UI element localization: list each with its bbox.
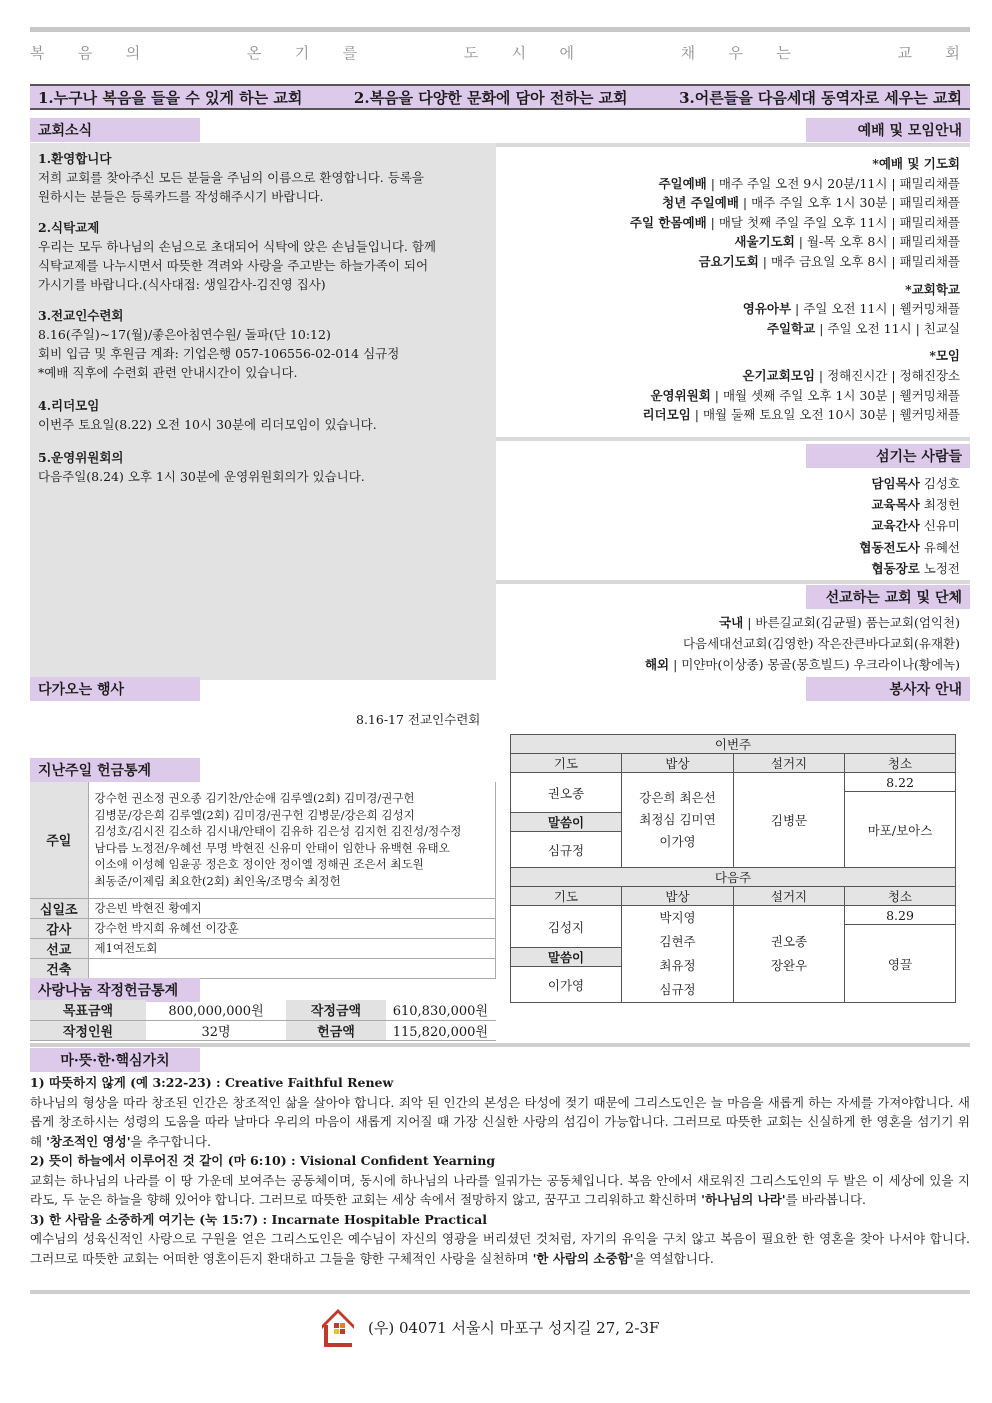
servant-role: 교육목사 xyxy=(871,497,920,513)
worship-item xyxy=(496,174,960,194)
news-panel xyxy=(30,143,496,680)
tw-word-label: 말씀이 xyxy=(511,813,622,832)
worship-group-title: *모임 xyxy=(929,348,960,364)
nw-date: 8.29 xyxy=(845,906,956,925)
offering-line: 이소애 이성혜 임윤공 정은호 정이안 정이엘 정해권 조은서 최도원 xyxy=(94,857,424,872)
worship-detail: | 매주 주일 오후 1시 30분 | 패밀리채플 xyxy=(738,195,960,211)
worship-detail: | 매달 첫째 주일 주일 오후 11시 | 패밀리채플 xyxy=(706,214,960,230)
servant-name: 신유미 xyxy=(919,518,960,534)
offering-names xyxy=(88,898,496,918)
worship-name: 주일 한몸예배 xyxy=(629,214,707,230)
worship-item xyxy=(496,366,960,386)
col-meal: 밥상 xyxy=(622,754,734,773)
offering-line: 김병문/강은희 김루엘(2회) 김미경/권구헌 김병문/강은희 김성지 xyxy=(94,807,415,822)
worship-item xyxy=(496,319,960,339)
tw-dish: 김병문 xyxy=(734,773,845,868)
divider xyxy=(496,143,970,147)
servants-header: 섬기는 사람들 xyxy=(806,444,970,468)
mission-row xyxy=(496,633,960,654)
servant-row xyxy=(496,537,960,558)
servant-name: 최정헌 xyxy=(919,497,960,513)
people-label: 작정인원 xyxy=(30,1020,146,1040)
building-table xyxy=(30,1000,496,1041)
nw-clean: 영끌 xyxy=(845,925,956,1003)
col-clean: 청소 xyxy=(845,754,956,773)
tw-word: 심규정 xyxy=(511,832,622,868)
offering-label: 선교 xyxy=(30,938,88,958)
worship-name: 새울기도회 xyxy=(734,234,795,250)
mission-text: | 미얀마(이상종) 몽골(몽흐빌드) 우크라이나(황에녹) xyxy=(669,657,960,672)
missions-header: 선교하는 교회 및 단체 xyxy=(806,585,970,609)
worship-item xyxy=(496,213,960,233)
offering-label: 주일 xyxy=(30,782,88,898)
event-item: 8.16-17 전교인수련회 xyxy=(356,712,481,727)
worship-item xyxy=(496,193,960,213)
meal-person: 이가영 xyxy=(659,834,696,849)
tw-date: 8.22 xyxy=(845,773,956,792)
servant-row xyxy=(496,558,960,579)
news-line: 8.16(주일)~17(월)/좋은아침연수원/ 돌파(단 10:12) xyxy=(38,327,331,342)
news-item xyxy=(38,218,488,294)
vision-3: 3.어른들을 다음세대 동역자로 세우는 교회 xyxy=(679,88,962,107)
news-header: 교회소식 xyxy=(30,118,200,142)
building-header: 사랑나눔 작정헌금통계 xyxy=(30,978,200,1002)
news-title: 2.식탁교제 xyxy=(38,220,100,235)
value-tail: 를 바라봅니다. xyxy=(785,1192,867,1207)
core-values xyxy=(30,1073,970,1268)
worship-name: 운영위원회 xyxy=(650,387,711,403)
value-body xyxy=(30,1229,970,1268)
motto-char: 온 xyxy=(246,44,262,62)
news-line: 저희 교회를 찾아주신 모든 분들을 주님의 이름으로 환영합니다. 등록을 xyxy=(38,170,424,185)
offering-table xyxy=(30,782,496,979)
worship-detail: | 매월 둘째 토요일 오전 10시 30분 | 웰커밍채플 xyxy=(690,407,960,423)
mission-row xyxy=(496,654,960,675)
col-prayer: 기도 xyxy=(511,887,622,906)
cash-value: 115,820,000원 xyxy=(386,1020,496,1040)
servant-row xyxy=(496,494,960,515)
worship-group-title: *예배 및 기도회 xyxy=(872,156,960,171)
servants-list xyxy=(496,473,970,579)
servant-name: 노정전 xyxy=(919,560,960,576)
dish-person: 장완우 xyxy=(770,958,808,973)
offering-row xyxy=(30,938,496,958)
news-line: 식탁교제를 나누시면서 따뜻한 격려와 사랑을 주고받는 하늘가족이 되어 xyxy=(38,258,429,273)
offering-names xyxy=(88,938,496,958)
news-item xyxy=(38,448,488,486)
value-text: 예수님의 성육신적인 사랑으로 구원을 얻은 그리스도인은 예수님이 자신의 영광을 버리셨던 것처럼, 자기의 유익을 구치 않고 복음이 필요한 한 영혼을 찾아 나서야 합니다. 그러므로 따뜻한 교회는 어떠한 영혼이든지 환대하고 그들을 향한 구체적인 사랑을 실천하며 xyxy=(30,1231,970,1266)
worship-detail: | 매주 금요일 오후 8시 | 패밀리채플 xyxy=(758,253,960,269)
mission-row xyxy=(496,612,960,633)
motto-gap xyxy=(824,42,864,63)
tw-prayer: 권오종 xyxy=(511,773,622,813)
news-line: 다음주일(8.24) 오후 1시 30분에 운영위원회의가 있습니다. xyxy=(38,469,365,484)
servant-role: 교육간사 xyxy=(871,518,920,534)
worship-item xyxy=(496,386,960,406)
missions-list xyxy=(496,612,970,675)
offering-line: 강수헌 박지희 유혜선 이강훈 xyxy=(94,920,239,935)
news-title: 5.운영위원회의 xyxy=(38,450,124,465)
offering-header: 지난주일 헌금통계 xyxy=(30,758,200,782)
offering-names xyxy=(88,782,496,898)
nw-word: 이가영 xyxy=(511,967,622,1003)
mission-text: | 바른길교회(김균필) 품는교회(엄익천) xyxy=(743,615,960,630)
worship-name: 주일예배 xyxy=(658,175,707,191)
value-emphasis: '창조적인 영성' xyxy=(46,1133,131,1149)
meal-person: 김현주 xyxy=(659,934,696,949)
col-meal: 밥상 xyxy=(622,887,734,906)
next-week-label: 다음주 xyxy=(511,868,956,887)
col-prayer: 기도 xyxy=(511,754,622,773)
servant-role: 협동전도사 xyxy=(859,539,920,555)
motto-char: 를 xyxy=(342,44,358,62)
worship-item xyxy=(496,252,960,272)
footer xyxy=(318,1305,659,1349)
news-title: 3.전교인수련회 xyxy=(38,308,124,323)
this-week-label: 이번주 xyxy=(511,735,956,754)
motto-char: 복 xyxy=(30,44,45,62)
offering-row xyxy=(30,898,496,918)
news-line: 이번주 토요일(8.22) 오전 10시 30분에 리더모임이 있습니다. xyxy=(38,417,377,432)
offering-line: 최동준/이제림 최요한(2회) 최인옥/조명숙 최정헌 xyxy=(94,873,341,888)
offering-row xyxy=(30,958,496,978)
value-emphasis: '하나님의 나라' xyxy=(701,1192,786,1207)
events-header: 다가오는 행사 xyxy=(30,677,200,701)
motto-gap xyxy=(390,42,430,63)
col-clean: 청소 xyxy=(845,887,956,906)
cash-label: 헌금액 xyxy=(286,1020,386,1040)
nw-word-label: 말씀이 xyxy=(511,948,622,967)
top-rule xyxy=(30,27,970,32)
motto-char: 시 xyxy=(511,44,527,62)
news-title: 1.환영합니다 xyxy=(38,151,112,166)
worship-name: 리더모임 xyxy=(642,407,691,423)
vision-2: 2.복음을 다양한 문화에 담아 전하는 교회 xyxy=(353,88,628,107)
offering-line: 강수헌 권소정 권오종 김기찬/안순애 김루엘(2회) 김미경/권구헌 xyxy=(94,790,415,805)
mission-label: 해외 xyxy=(644,657,670,672)
divider xyxy=(30,1290,970,1294)
worship-item xyxy=(496,299,960,319)
pledge-label: 작정금액 xyxy=(286,1000,386,1020)
goal-value: 800,000,000원 xyxy=(146,1000,286,1020)
meal-person: 박지영 xyxy=(659,910,696,925)
worship-name: 영유아부 xyxy=(742,301,792,317)
meal-person: 심규정 xyxy=(659,982,696,997)
worship-name: 청년 주일예배 xyxy=(662,195,739,211)
offering-line: 제1여전도회 xyxy=(94,940,158,955)
value-tail: 을 역설합니다. xyxy=(633,1250,714,1266)
worship-item xyxy=(496,405,960,425)
nw-meal xyxy=(622,906,734,1003)
news-line: *예배 직후에 수련회 관련 안내시간이 있습니다. xyxy=(38,365,298,380)
nw-prayer: 김성지 xyxy=(511,906,622,948)
offering-names xyxy=(88,958,496,978)
meal-person: 최유정 xyxy=(659,958,696,973)
volunteers-header: 봉사자 안내 xyxy=(806,677,970,701)
motto-char: 도 xyxy=(463,44,479,62)
motto-char: 기 xyxy=(294,44,310,62)
news-line: 원하시는 분들은 등록카드를 작성해주시기 바랍니다. xyxy=(38,189,324,204)
offering-line: 강은빈 박현진 황예지 xyxy=(94,900,202,915)
value-text: 교회는 하나님의 나라를 이 땅 가운데 보여주는 공동체이며, 동시에 하나님의 나라를 일궈가는 공동체입니다. 복음 안에서 새로워진 그리스도인의 두 발은 이 세상에 있을 지라도, 두 눈은 하늘을 향해 있어야 합니다. 그러므로 따뜻한 교회는 세상 속에서 절망하지 않고, 꿈꾸고 그리워하고 확신하며 xyxy=(30,1172,970,1207)
worship-name: 온기교회모임 xyxy=(742,367,815,383)
motto-char: 음 xyxy=(77,44,93,62)
col-dish: 설거지 xyxy=(734,887,845,906)
offering-label: 감사 xyxy=(30,918,88,938)
value-body xyxy=(30,1093,970,1152)
offering-label: 십일조 xyxy=(30,898,88,918)
mission-label: 국내 xyxy=(719,615,744,630)
col-dish: 설거지 xyxy=(734,754,845,773)
tw-meal xyxy=(622,773,734,868)
motto-char: 의 xyxy=(125,44,141,62)
pledge-value: 610,830,000원 xyxy=(386,1000,496,1020)
meal-person: 강은희 최은선 xyxy=(639,790,716,805)
worship-name: 금요기도회 xyxy=(698,253,759,269)
mission-text: 다음세대선교회(김영한) 작은잔큰바다교회(유재환) xyxy=(682,636,960,651)
servant-row xyxy=(496,473,960,494)
servant-role: 협동장로 xyxy=(871,560,920,576)
worship-detail: | 월-목 오후 8시 | 패밀리채플 xyxy=(794,234,960,250)
motto-gap xyxy=(174,42,214,63)
dish-person: 권오종 xyxy=(770,934,808,949)
value-body xyxy=(30,1171,970,1210)
servant-row xyxy=(496,515,960,536)
duty-table xyxy=(510,734,956,1003)
worship-name: 주일학교 xyxy=(766,320,816,336)
offering-label: 건축 xyxy=(30,958,88,978)
church-motto xyxy=(30,42,960,63)
value-text: 하나님의 형상을 따라 창조된 인간은 창조적인 삶을 살아야 합니다. 죄악 된 인간의 본성은 타성에 젖기 때문에 그리스도인은 늘 마음을 새롭게 하는 자세를 가져야합니다. 새롭게 창조하시는 성령의 도움을 따라 날마다 우리의 마음이 새롭게 지어질 때 가장 신실한 사랑의 섬김이 가능합니다. 그러므로 따뜻한 교회는 신실하게 한 영혼을 섬기기 위해 xyxy=(30,1094,970,1149)
value-emphasis: '한 사람의 소중함' xyxy=(532,1250,634,1266)
meal-person: 최정심 김미연 xyxy=(639,812,716,827)
news-item xyxy=(38,396,488,434)
nw-dish xyxy=(734,906,845,1003)
offering-line: 김성호/김시진 김소하 김시내/안태이 김유하 김은성 김지헌 김진성/정수정 xyxy=(94,824,462,839)
worship-info xyxy=(496,154,970,425)
motto-char: 에 xyxy=(559,44,574,62)
news-line: 가시기를 바랍니다.(식사대접: 생일감사-김진영 집사) xyxy=(38,277,326,292)
vision-1: 1.누구나 복음을 들을 수 있게 하는 교회 xyxy=(38,88,303,107)
divider xyxy=(496,437,970,441)
tw-clean: 마포/보아스 xyxy=(845,792,956,868)
news-line: 우리는 모두 하나님의 손님으로 초대되어 식탁에 앉은 손님들입니다. 함께 xyxy=(38,239,437,254)
worship-detail: | 매월 셋째 주일 오후 1시 30분 | 웰커밍채플 xyxy=(710,387,960,403)
worship-item xyxy=(496,232,960,252)
motto-char: 교 xyxy=(897,44,912,62)
divider xyxy=(496,580,970,584)
offering-row xyxy=(30,782,496,898)
motto-char: 우 xyxy=(728,44,743,62)
news-item xyxy=(38,149,488,206)
divider xyxy=(30,1043,970,1047)
vision-bar xyxy=(30,84,970,110)
servant-name: 유혜선 xyxy=(919,539,960,555)
worship-group-title: *교회학교 xyxy=(905,281,960,297)
people-value: 32명 xyxy=(146,1020,286,1040)
value-title: 1) 따뜻하지 않게 (예 3:22-23) : Creative Faithful Renew xyxy=(30,1075,394,1090)
worship-detail: | 매주 주일 오전 9시 20분/11시 | 패밀리채플 xyxy=(706,175,960,191)
motto-char: 회 xyxy=(945,44,960,62)
offering-row xyxy=(30,918,496,938)
value-tail: 을 추구합니다. xyxy=(130,1133,211,1149)
news-line: 회비 입금 및 후원금 계좌: 기업은행 057-106556-02-014 심규정 xyxy=(38,346,400,361)
worship-detail: | 주일 오전 11시 | 웰커밍채플 xyxy=(791,301,960,317)
servant-name: 김성호 xyxy=(919,476,960,491)
worship-detail: | 정해진시간 | 정해진장소 xyxy=(814,367,960,383)
worship-detail: | 주일 오전 11시 | 친교실 xyxy=(815,320,960,336)
values-header: 마·뜻·한·핵심가치 xyxy=(30,1048,200,1072)
offering-line: 남다름 노정전/우혜선 무명 박현진 신유미 안태이 임한나 유백현 유태오 xyxy=(94,840,450,855)
worship-header: 예배 및 모임안내 xyxy=(806,118,970,142)
value-title: 3) 한 사람을 소중하게 여기는 (눅 15:7) : Incarnate Hospitable Practical xyxy=(30,1211,487,1227)
address: (우) 04071 서울시 마포구 성지길 27, 2-3F xyxy=(368,1318,660,1337)
servant-role: 담임목사 xyxy=(871,476,920,491)
motto-gap xyxy=(607,42,647,63)
motto-char: 채 xyxy=(680,44,696,62)
goal-label: 목표금액 xyxy=(30,1000,146,1020)
news-title: 4.리더모임 xyxy=(38,398,100,413)
offering-names xyxy=(88,918,496,938)
value-title: 2) 뜻이 하늘에서 이루어진 것 같이 (마 6:10) : Visional Confident Yearning xyxy=(30,1153,496,1168)
news-item xyxy=(38,306,488,382)
church-logo-icon xyxy=(318,1305,358,1349)
motto-char: 는 xyxy=(776,44,791,62)
